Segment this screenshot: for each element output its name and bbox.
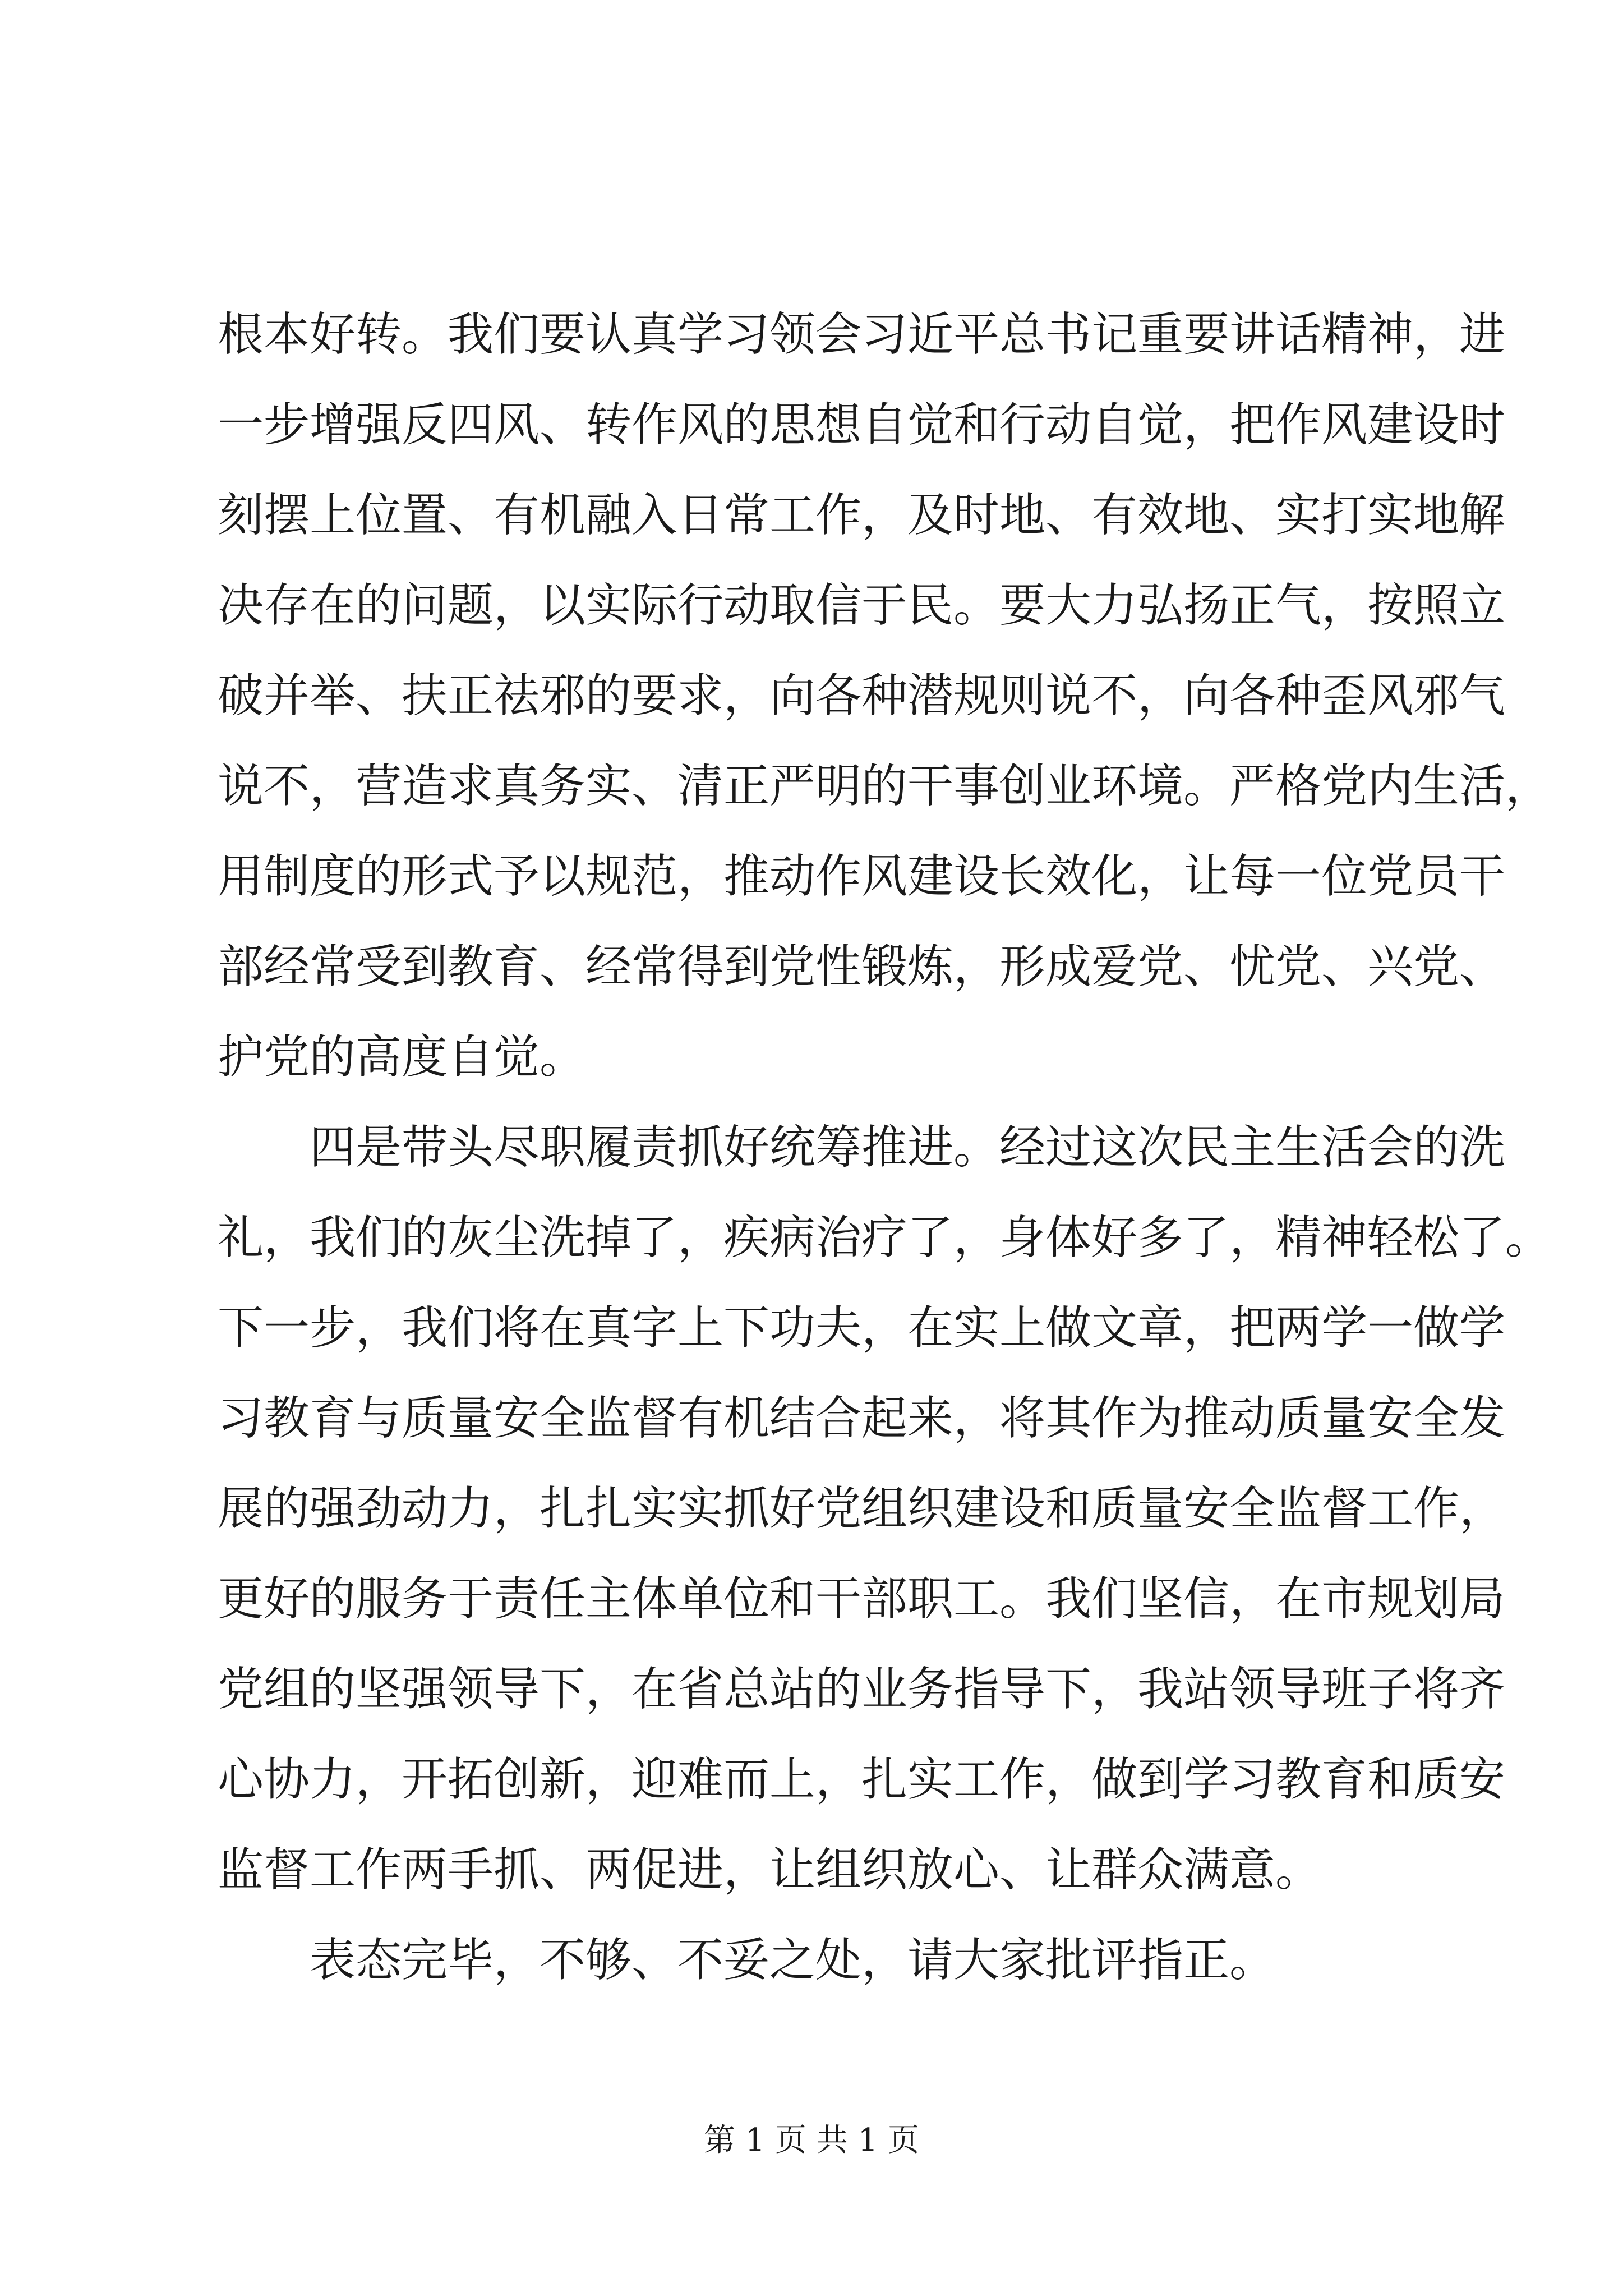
text-line-1: 根本好转。我们要认真学习领会习近平总书记重要讲话精神，进 bbox=[218, 308, 1506, 361]
text-line-2: 一步增强反四风、转作风的思想自觉和行动自觉，把作风建设时 bbox=[218, 398, 1506, 452]
text-line-7: 用制度的形式予以规范，推动作风建设长效化，让每一位党员干 bbox=[218, 850, 1506, 903]
text-line-4: 决存在的问题，以实际行动取信于民。要大力弘扬正气，按照立 bbox=[218, 579, 1506, 632]
text-line-8: 部经常受到教育、经常得到党性锻炼，形成爱党、忧党、兴党、 bbox=[218, 940, 1506, 993]
text-line-9: 护党的高度自觉。 bbox=[218, 1030, 586, 1084]
text-line-19: 表态完毕，不够、不妥之处，请大家批评指正。 bbox=[218, 1934, 1276, 1987]
page-number-label: 第 1 页 共 1 页 bbox=[703, 2122, 920, 2159]
text-line-11: 礼，我们的灰尘洗掉了，疾病治疗了，身体好多了，精神轻松了。 bbox=[218, 1211, 1552, 1264]
text-line-18: 监督工作两手抓、两促进，让组织放心、让群众满意。 bbox=[218, 1843, 1322, 1897]
text-line-16: 党组的坚强领导下，在省总站的业务指导下，我站领导班子将齐 bbox=[218, 1663, 1506, 1716]
text-line-17: 心协力，开拓创新，迎难而上，扎实工作，做到学习教育和质安 bbox=[218, 1753, 1506, 1806]
text-line-12: 下一步，我们将在真字上下功夫，在实上做文章，把两学一做学 bbox=[218, 1301, 1506, 1355]
text-line-15: 更好的服务于责任主体单位和干部职工。我们坚信，在市规划局 bbox=[218, 1572, 1506, 1626]
text-line-10: 四是带头尽职履责抓好统筹推进。经过这次民主生活会的洗 bbox=[218, 1121, 1506, 1174]
document-body bbox=[218, 289, 1552, 2005]
text-line-13: 习教育与质量安全监督有机结合起来，将其作为推动质量安全发 bbox=[218, 1392, 1506, 1445]
text-line-14: 展的强劲动力，扎扎实实抓好党组织建设和质量安全监督工作， bbox=[218, 1482, 1506, 1535]
text-line-6: 说不，营造求真务实、清正严明的干事创业环境。严格党内生活， bbox=[218, 760, 1552, 813]
text-line-5: 破并举、扶正祛邪的要求，向各种潜规则说不，向各种歪风邪气 bbox=[218, 669, 1506, 723]
text-line-3: 刻摆上位置、有机融入日常工作，及时地、有效地、实打实地解 bbox=[218, 489, 1506, 542]
page-footer bbox=[0, 2118, 1623, 2163]
